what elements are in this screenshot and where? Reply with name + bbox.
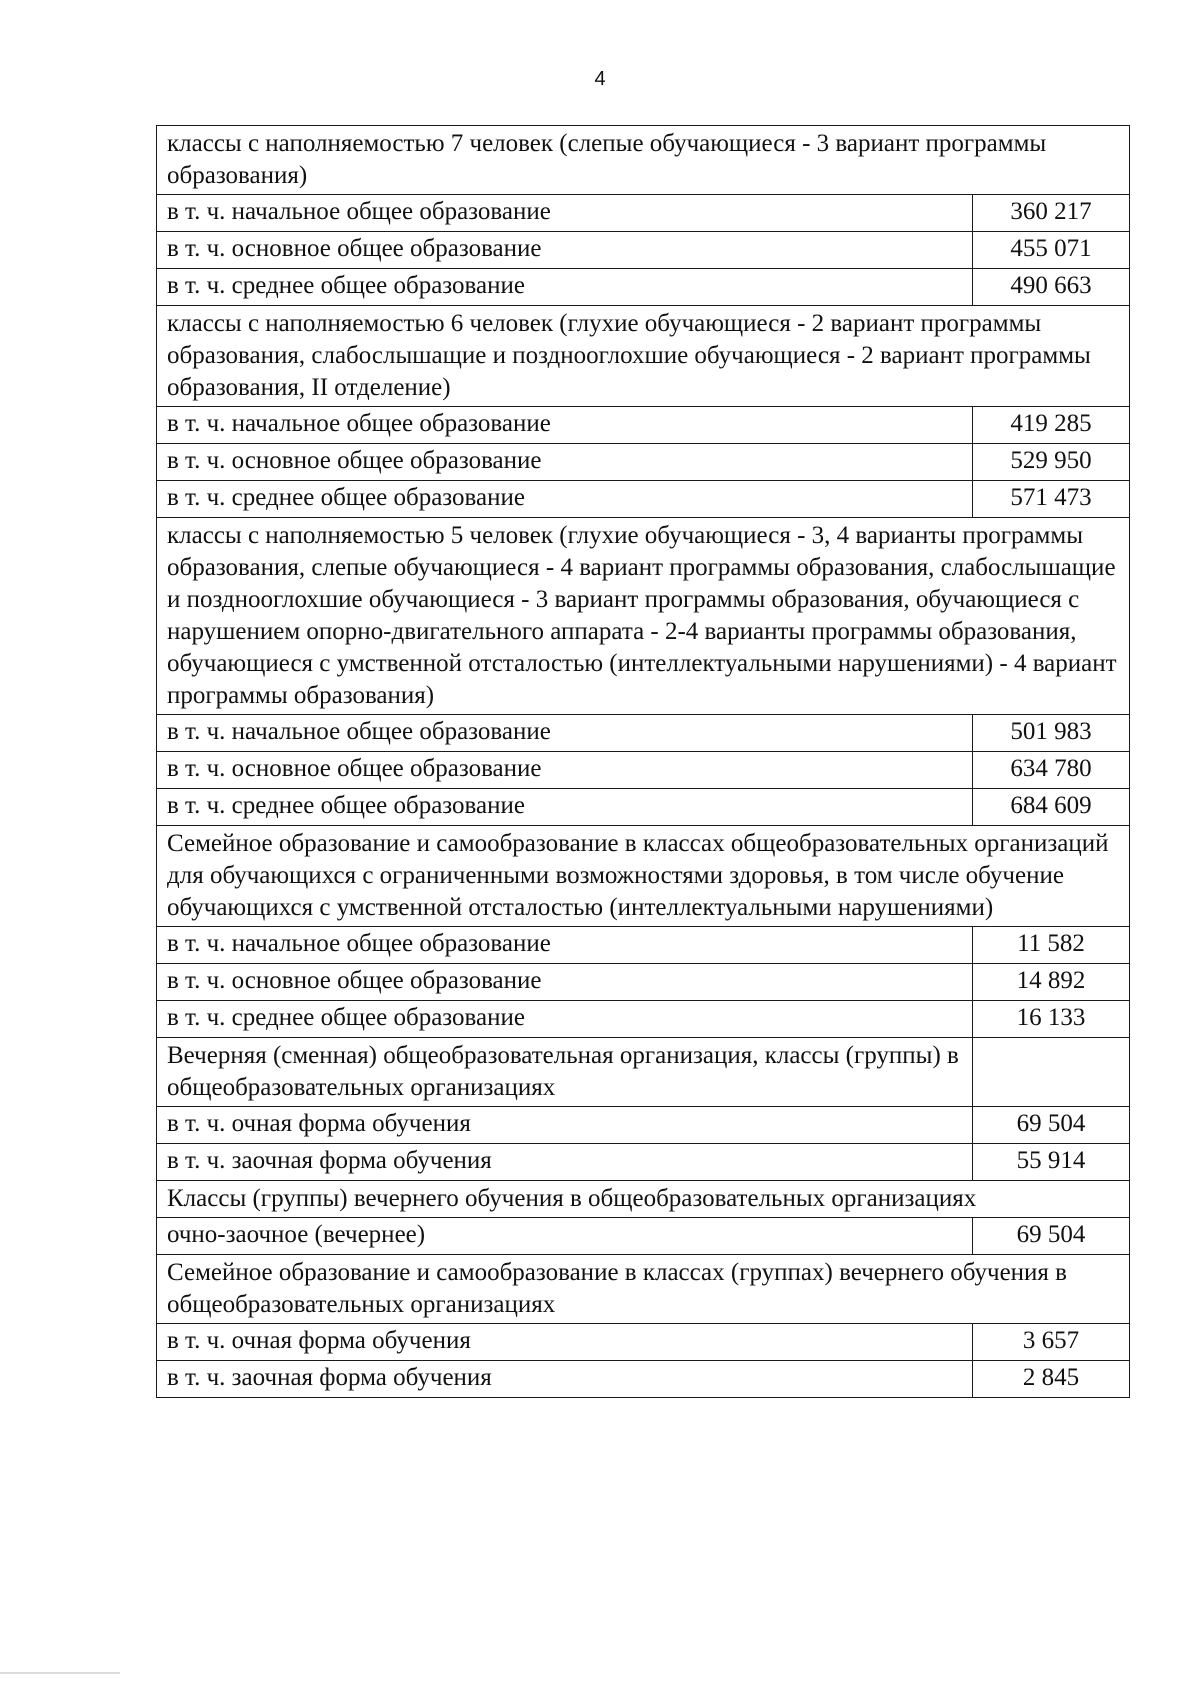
section-header-row	[157, 126, 1130, 195]
section-header-text: Классы (группы) вечернего обучения в общеобразовательных организациях	[157, 1181, 1130, 1218]
section-header-row	[157, 306, 1130, 407]
row-value: 634 780	[973, 752, 1130, 789]
row-value: 69 504	[973, 1218, 1130, 1255]
row-value: 16 133	[973, 1001, 1130, 1038]
section-header-row	[157, 1181, 1130, 1218]
table-row	[157, 1218, 1130, 1255]
table-row	[157, 964, 1130, 1001]
row-value: 501 983	[973, 715, 1130, 752]
page-number: 4	[594, 68, 606, 90]
section-header-text: Вечерняя (сменная) общеобразовательная организация, классы (группы) в общеобразовательных организациях	[157, 1038, 973, 1107]
row-label: в т. ч. основное общее образование	[157, 444, 973, 481]
table-body	[157, 126, 1130, 1398]
row-label: в т. ч. заочная форма обучения	[157, 1144, 973, 1181]
table-row	[157, 1361, 1130, 1398]
table-row	[157, 715, 1130, 752]
section-header-row	[157, 1038, 1130, 1107]
table-row	[157, 195, 1130, 232]
row-value: 455 071	[973, 232, 1130, 269]
row-label: в т. ч. среднее общее образование	[157, 481, 973, 518]
table-row	[157, 752, 1130, 789]
row-label: в т. ч. среднее общее образование	[157, 269, 973, 306]
section-header-text: классы с наполняемостью 6 человек (глухие обучающиеся - 2 вариант программы образования, слабослышащие и позднооглохшие обучающиеся - 2 вариант программы образования, II отделение)	[157, 306, 1130, 407]
row-label: в т. ч. очная форма обучения	[157, 1107, 973, 1144]
scan-edge-mark	[0, 1672, 1200, 1674]
row-value: 360 217	[973, 195, 1130, 232]
section-header-row	[157, 518, 1130, 715]
row-value: 3 657	[973, 1324, 1130, 1361]
table-row	[157, 269, 1130, 306]
row-label: в т. ч. начальное общее образование	[157, 927, 973, 964]
row-value: 490 663	[973, 269, 1130, 306]
row-value: 529 950	[973, 444, 1130, 481]
table-row	[157, 407, 1130, 444]
table-row	[157, 232, 1130, 269]
row-label: в т. ч. начальное общее образование	[157, 195, 973, 232]
table-row	[157, 927, 1130, 964]
section-header-row	[157, 826, 1130, 927]
row-value: 571 473	[973, 481, 1130, 518]
table-row	[157, 1107, 1130, 1144]
row-value: 14 892	[973, 964, 1130, 1001]
section-header-text: классы с наполняемостью 5 человек (глухие обучающиеся - 3, 4 варианты программы образования, слепые обучающиеся - 4 вариант программы образования, слабослышащие и позднооглохшие обучающиеся - 3 вариант программы образования, обучающиеся с нарушением опорно-двигательного аппарата - 2-4 варианты программы образования, обучающиеся с умственной отсталостью (интеллектуальными нарушениями) - 4 вариант программы образования)	[157, 518, 1130, 715]
table-row	[157, 481, 1130, 518]
table-row	[157, 1001, 1130, 1038]
row-label: в т. ч. среднее общее образование	[157, 789, 973, 826]
section-header-text: классы с наполняемостью 7 человек (слепые обучающиеся - 3 вариант программы образования)	[157, 126, 1130, 195]
table-row	[157, 1144, 1130, 1181]
row-label: в т. ч. начальное общее образование	[157, 715, 973, 752]
section-header-text: Семейное образование и самообразование в классах (группах) вечернего обучения в общеобразовательных организациях	[157, 1255, 1130, 1324]
row-value: 2 845	[973, 1361, 1130, 1398]
table-row	[157, 1324, 1130, 1361]
section-header-row	[157, 1255, 1130, 1324]
row-value: 55 914	[973, 1144, 1130, 1181]
section-header-value	[973, 1038, 1130, 1107]
table-row	[157, 444, 1130, 481]
row-value: 684 609	[973, 789, 1130, 826]
section-header-text: Семейное образование и самообразование в классах общеобразовательных организаций для обучающихся с ограниченными возможностями здоровья, в том числе обучение обучающихся с умственной отсталостью (интеллектуальными нарушениями)	[157, 826, 1130, 927]
row-label: в т. ч. заочная форма обучения	[157, 1361, 973, 1398]
row-label: в т. ч. основное общее образование	[157, 964, 973, 1001]
funding-table	[156, 125, 1130, 1398]
row-value: 69 504	[973, 1107, 1130, 1144]
row-label: в т. ч. начальное общее образование	[157, 407, 973, 444]
row-label: в т. ч. очная форма обучения	[157, 1324, 973, 1361]
row-label: очно-заочное (вечернее)	[157, 1218, 973, 1255]
table-row	[157, 789, 1130, 826]
row-label: в т. ч. основное общее образование	[157, 752, 973, 789]
row-label: в т. ч. среднее общее образование	[157, 1001, 973, 1038]
row-label: в т. ч. основное общее образование	[157, 232, 973, 269]
row-value: 11 582	[973, 927, 1130, 964]
row-value: 419 285	[973, 407, 1130, 444]
